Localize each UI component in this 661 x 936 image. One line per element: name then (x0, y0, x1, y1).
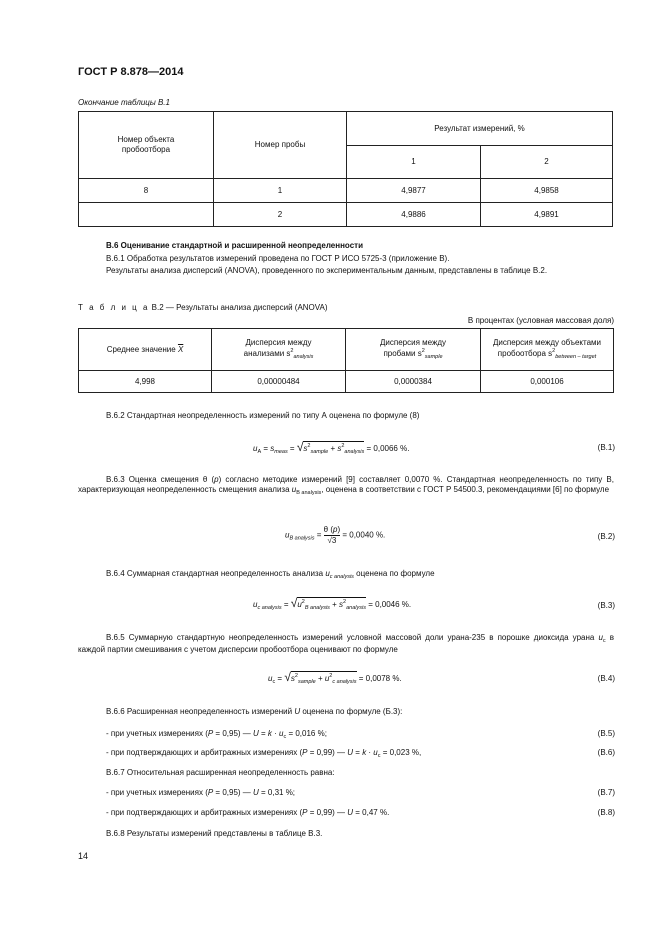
table2-header-analysis: Дисперсия между анализами $s^2_{analysis}$ (212, 329, 346, 371)
table2-header-mean: Среднее значение $\overline{X}$ (79, 329, 212, 371)
table2-header-between: Дисперсия между объектами пробоотбора $s^2_{between - target}$ (481, 329, 614, 371)
table2-unit-note: В процентах (условная массовая доля) (467, 316, 614, 325)
b67-text: В.6.7 Относительная расширенная неопределенность равна: (106, 768, 335, 777)
page-number: 14 (78, 851, 89, 861)
equation-number-b7: (В.7) (597, 788, 615, 797)
table1-cell: 8 (79, 179, 214, 203)
formula-b4: $u_c = √s^2_{sample} + u^2_{c analysis} = 0,0078$ %. (268, 670, 402, 685)
table1-cell: 4,9877 (347, 179, 481, 203)
table2-cell: 0,0000384 (346, 371, 481, 393)
formula-b2: $u_{B analysis}$ = $\frac{\theta (p)}{√3}$ = 0,0040 %. (285, 525, 386, 545)
equation-number-b3: (В.3) (597, 601, 615, 610)
table1-cell: 2 (214, 203, 347, 227)
section-b6-p2: Результаты анализа дисперсий (ANOVA), проведенного по экспериментальным данным, представлены в таблице В.2. (106, 266, 548, 275)
b67-line1: - при учетных измерениях (P = 0,95) — U = 0,31 %; (106, 788, 296, 797)
equation-number-b2: (В.2) (597, 532, 615, 541)
b66-text: В.6.6 Расширенная неопределенность измерений U оценена по формуле (Б.3): (106, 707, 403, 716)
table1-subheader-2: 2 (481, 146, 613, 179)
table1-header-object: Номер объекта пробоотбора (79, 112, 214, 179)
b63-text: В.6.3 Оценка смещения θ (p) согласно методике измерений [9] составляет 0,0070 %. Стандартная неопределенность по типу В, характеризующая неопределенность смещения анализа $u_{B analysis}$, оценена в соответствии с ГОСТ Р 54500.3, рекомендациями [6] по формуле (78, 475, 614, 496)
table1-subheader-1: 1 (347, 146, 481, 179)
b65-text: В.6.5 Суммарную стандартную неопределенность измерений условной массовой доли урана-235 в порошке диоксида урана $u_c$ в каждой партии смешивания с учетом дисперсии пробоотбора оценивают по формуле (78, 633, 614, 654)
table2-cell: 0,00000484 (212, 371, 346, 393)
table-row (79, 203, 613, 227)
table2-cell: 4,998 (79, 371, 212, 393)
equation-number-b6: (В.6) (597, 748, 615, 757)
table1-cell: 4,9891 (481, 203, 613, 227)
table1-caption: Окончание таблицы В.1 (78, 98, 170, 107)
equation-number-b5: (В.5) (597, 729, 615, 738)
b62-text: В.6.2 Стандартная неопределенность измерений по типу А оценена по формуле (8) (106, 411, 420, 420)
b66-line2: - при подтверждающих и арбитражных измерениях (P = 0,99) — $U = k \cdot u_c = 0,023$ %, (106, 748, 422, 759)
table2-cell: 0,000106 (481, 371, 614, 393)
section-b6-title: В.6 Оценивание стандартной и расширенной неопределенности (106, 241, 363, 250)
b64-text: В.6.4 Суммарная стандартная неопределенность анализа $u_{c analysis}$ оценена по формуле (106, 569, 435, 580)
section-b6-p1: В.6.1 Обработка результатов измерений проведена по ГОСТ Р ИСО 5725-3 (приложение В). (106, 254, 450, 263)
table1 (78, 111, 613, 227)
formula-b3: $u_{c analysis} = √u^2_{B analysis} + s^2_{analysis} = 0,0046$ %. (253, 596, 412, 611)
table-row (79, 371, 614, 393)
table2-header-sample: Дисперсия между пробами $s^2_{sample}$ (346, 329, 481, 371)
document-header: ГОСТ Р 8.878—2014 (78, 66, 184, 78)
b68-text: В.6.8 Результаты измерений представлены в таблице В.3. (106, 829, 323, 838)
formula-b1: $u_A = s_{meas} = √s^2_{sample} + s^2_{analysis} = 0,0066$ %. (253, 440, 410, 455)
b67-line2: - при подтверждающих и арбитражных измерениях (P = 0,99) — U = 0,47 %. (106, 808, 390, 817)
table1-header-result: Результат измерений, % (347, 112, 613, 146)
table2 (78, 328, 614, 393)
b66-line1: - при учетных измерениях (P = 0,95) — $U = k \cdot u_c = 0,016$ %; (106, 729, 327, 740)
equation-number-b1: (В.1) (597, 443, 615, 452)
table2-title: Т а б л и ц а В.2 — Результаты анализа дисперсий (ANOVA) (78, 303, 328, 312)
table1-cell: 4,9858 (481, 179, 613, 203)
equation-number-b4: (В.4) (597, 674, 615, 683)
equation-number-b8: (В.8) (597, 808, 615, 817)
table1-header-probe: Номер пробы (214, 112, 347, 179)
table1-cell: 1 (214, 179, 347, 203)
table1-cell (79, 203, 214, 227)
table1-cell: 4,9886 (347, 203, 481, 227)
table-row (79, 179, 613, 203)
